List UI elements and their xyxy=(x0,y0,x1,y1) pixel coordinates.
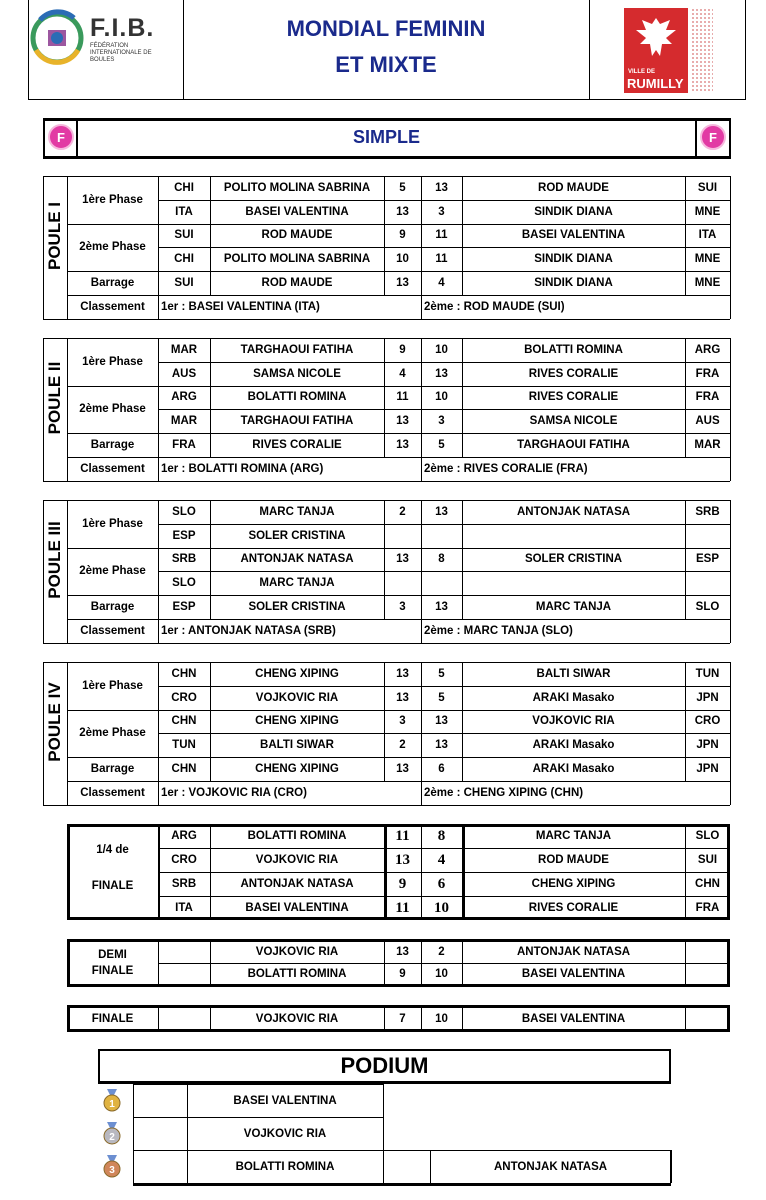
player-name: CHENG XIPING xyxy=(255,715,339,728)
score: 13 xyxy=(396,277,409,290)
country-code: SLO xyxy=(172,505,196,518)
score: 13 xyxy=(396,763,409,776)
player-name: POLITO MOLINA SABRINA xyxy=(223,181,371,194)
score: 10 xyxy=(435,391,448,404)
quarter-label: FINALE xyxy=(91,880,134,892)
score: 6 xyxy=(438,763,445,776)
country-code: SRB xyxy=(171,553,197,566)
player-name: BOLATTI ROMINA xyxy=(524,343,623,356)
score: 13 xyxy=(396,415,409,428)
player-name: ROD MAUDE xyxy=(538,854,609,866)
country-code: JPN xyxy=(696,739,719,752)
poule-label: POULE II xyxy=(45,361,64,434)
rumilly-logo-name: RUMILLY xyxy=(627,76,684,91)
score: 11 xyxy=(395,827,410,844)
country-code: CHN xyxy=(171,667,197,680)
score: 10 xyxy=(396,253,409,266)
country-code: SUI xyxy=(174,277,194,290)
phase-label: Barrage xyxy=(90,601,135,614)
final-label: FINALE xyxy=(91,1012,134,1025)
country-code: CHI xyxy=(174,253,194,266)
score: 6 xyxy=(437,875,446,892)
page-title-line2: ET MIXTE xyxy=(335,52,437,77)
player-name: ROD MAUDE xyxy=(261,277,333,290)
player-name: VOJKOVIC RIA xyxy=(255,946,339,958)
player-name: BASEI VALENTINA xyxy=(245,205,349,218)
country-code: SLO xyxy=(695,830,720,842)
country-code: ITA xyxy=(698,229,717,242)
country-code: SLO xyxy=(695,601,720,614)
player-name: RIVES CORALIE xyxy=(528,391,619,404)
podium-title: PODIUM xyxy=(340,1053,429,1078)
classement-second: 2ème : MARC TANJA (SLO) xyxy=(424,624,573,637)
score: 10 xyxy=(435,968,448,980)
score: 9 xyxy=(398,875,407,892)
score: 3 xyxy=(399,715,406,728)
player-name: BALTI SIWAR xyxy=(536,667,611,680)
player-name: ANTONJAK NATASA xyxy=(240,878,354,890)
country-code: ESP xyxy=(695,553,719,566)
score: 13 xyxy=(435,739,448,752)
score: 13 xyxy=(395,851,410,868)
podium-name: BASEI VALENTINA xyxy=(233,1094,337,1107)
country-code: CRO xyxy=(171,854,197,866)
phase-label: Barrage xyxy=(90,277,135,290)
score: 11 xyxy=(396,391,409,404)
country-code: SRB xyxy=(695,505,720,518)
country-code: SRB xyxy=(171,878,197,890)
score: 8 xyxy=(437,827,446,844)
player-name: TARGHAOUI FATIHA xyxy=(240,415,354,428)
score: 11 xyxy=(395,899,410,916)
score: 10 xyxy=(435,1012,448,1025)
classement-label: Classement xyxy=(80,462,145,475)
score: 9 xyxy=(399,229,406,242)
classement-second: 2ème : RIVES CORALIE (FRA) xyxy=(424,462,588,475)
country-code: MNE xyxy=(694,253,721,266)
country-code: JPN xyxy=(696,691,719,704)
phase-label: 1ère Phase xyxy=(82,355,143,368)
country-code: CHI xyxy=(174,181,194,194)
country-code: TUN xyxy=(695,667,720,680)
medal-3-icon xyxy=(102,1155,122,1177)
player-name: ANTONJAK NATASA xyxy=(516,946,631,958)
player-name: VOJKOVIC RIA xyxy=(255,691,339,704)
player-name: TARGHAOUI FATIHA xyxy=(240,343,354,356)
country-code: FRA xyxy=(172,439,196,452)
player-name: BALTI SIWAR xyxy=(260,739,334,752)
player-name: SOLER CRISTINA xyxy=(248,601,346,614)
player-name: MARC TANJA xyxy=(259,505,335,518)
country-code: ARG xyxy=(171,391,197,404)
score: 13 xyxy=(396,553,409,566)
score: 5 xyxy=(438,439,445,452)
score: 11 xyxy=(435,253,448,266)
score: 13 xyxy=(396,691,409,704)
poule-label: POULE IV xyxy=(45,681,64,762)
score: 13 xyxy=(435,715,448,728)
player-name: RIVES CORALIE xyxy=(528,367,619,380)
player-name: VOJKOVIC RIA xyxy=(255,854,339,866)
score: 13 xyxy=(396,946,409,958)
country-code: MAR xyxy=(170,343,198,356)
country-code: SLO xyxy=(172,577,196,590)
country-code: AUS xyxy=(695,415,720,428)
score: 10 xyxy=(434,899,449,916)
score: 9 xyxy=(399,968,406,980)
player-name: BASEI VALENTINA xyxy=(521,229,626,242)
country-code: MNE xyxy=(694,277,721,290)
player-name: SINDIK DIANA xyxy=(534,277,613,290)
player-name: ARAKI Masako xyxy=(532,739,615,752)
player-name: CHENG XIPING xyxy=(255,763,339,776)
score: 13 xyxy=(396,205,409,218)
player-name: SINDIK DIANA xyxy=(534,205,613,218)
score: 5 xyxy=(438,691,445,704)
country-code: ITA xyxy=(175,205,193,218)
score: 3 xyxy=(438,415,445,428)
podium-name: BOLATTI ROMINA xyxy=(235,1160,335,1173)
player-name: BOLATTI ROMINA xyxy=(247,968,347,980)
country-code: MNE xyxy=(694,205,721,218)
country-code: FRA xyxy=(695,902,720,914)
player-name: BASEI VALENTINA xyxy=(245,902,349,914)
score: 4 xyxy=(399,367,406,380)
country-code: MAR xyxy=(694,439,721,452)
score: 13 xyxy=(435,505,448,518)
player-name: MARC TANJA xyxy=(535,830,612,842)
player-name: SINDIK DIANA xyxy=(534,253,613,266)
phase-label: 2ème Phase xyxy=(79,565,146,578)
country-code: CRO xyxy=(171,691,197,704)
country-code: ITA xyxy=(175,902,193,914)
player-name: ARAKI Masako xyxy=(532,763,615,776)
fib-logo-subtext: FÉDÉRATION INTERNATIONALE DE BOULES xyxy=(90,43,152,63)
score: 13 xyxy=(396,667,409,680)
score: 2 xyxy=(438,946,445,958)
classement-first: 1er : VOJKOVIC RIA (CRO) xyxy=(161,786,307,799)
simple-title: SIMPLE xyxy=(352,127,420,147)
classement-label: Classement xyxy=(80,300,145,313)
country-code: SUI xyxy=(174,229,194,242)
player-name: POLITO MOLINA SABRINA xyxy=(223,253,371,266)
phase-label: 2ème Phase xyxy=(79,241,146,254)
medal-2-icon xyxy=(102,1122,122,1144)
player-name: SAMSA NICOLE xyxy=(253,367,341,380)
score: 2 xyxy=(399,505,406,518)
classement-first: 1er : ANTONJAK NATASA (SRB) xyxy=(161,624,336,637)
semi-label: DEMI xyxy=(98,949,127,961)
player-name: RIVES CORALIE xyxy=(528,902,619,914)
player-name: ARAKI Masako xyxy=(532,691,615,704)
score: 9 xyxy=(399,343,406,356)
classement-label: Classement xyxy=(80,624,145,637)
player-name: SOLER CRISTINA xyxy=(524,553,623,566)
player-name: SOLER CRISTINA xyxy=(248,529,346,542)
score: 13 xyxy=(435,601,448,614)
country-code: ARG xyxy=(694,343,721,356)
score: 5 xyxy=(399,181,406,194)
fib-logo-text: F.I.B. xyxy=(90,14,155,42)
country-code: CRO xyxy=(694,715,721,728)
svg-text:3: 3 xyxy=(109,1165,115,1176)
score: 8 xyxy=(438,553,445,566)
simple-badge-right: F xyxy=(700,124,726,150)
phase-label: 2ème Phase xyxy=(79,403,146,416)
player-name: CHENG XIPING xyxy=(255,667,339,680)
classement-second: 2ème : CHENG XIPING (CHN) xyxy=(424,786,584,799)
score: 3 xyxy=(438,205,445,218)
player-name: TARGHAOUI FATIHA xyxy=(517,439,630,452)
score: 7 xyxy=(399,1012,406,1025)
phase-label: 1ère Phase xyxy=(82,517,143,530)
score: 13 xyxy=(435,181,448,194)
country-code: FRA xyxy=(695,367,720,380)
country-code: MAR xyxy=(170,415,198,428)
poule-label: POULE I xyxy=(45,201,64,270)
player-name: RIVES CORALIE xyxy=(252,439,342,452)
player-name: VOJKOVIC RIA xyxy=(255,1012,339,1025)
country-code: JPN xyxy=(696,763,719,776)
phase-label: 1ère Phase xyxy=(82,679,143,692)
classement-label: Classement xyxy=(80,786,145,799)
simple-badge-left: F xyxy=(48,124,74,150)
player-name: SAMSA NICOLE xyxy=(529,415,618,428)
semi-label: FINALE xyxy=(91,965,134,977)
podium-name: VOJKOVIC RIA xyxy=(243,1127,327,1140)
country-code: ARG xyxy=(171,830,197,842)
country-code: CHN xyxy=(171,763,197,776)
rumilly-logo-top: VILLE DE xyxy=(628,69,656,75)
country-code: CHN xyxy=(171,715,197,728)
player-name: MARC TANJA xyxy=(535,601,612,614)
country-code: ESP xyxy=(172,529,196,542)
player-name: ROD MAUDE xyxy=(538,181,609,194)
player-name: CHENG XIPING xyxy=(531,878,616,890)
player-name: BASEI VALENTINA xyxy=(521,1012,626,1025)
podium-name: ANTONJAK NATASA xyxy=(493,1160,608,1173)
score: 4 xyxy=(438,277,445,290)
player-name: ANTONJAK NATASA xyxy=(240,553,354,566)
svg-text:1: 1 xyxy=(109,1099,115,1110)
svg-text:2: 2 xyxy=(109,1132,115,1143)
classement-first: 1er : BOLATTI ROMINA (ARG) xyxy=(161,462,324,475)
score: 4 xyxy=(437,851,446,868)
player-name: MARC TANJA xyxy=(259,577,335,590)
country-code: ESP xyxy=(172,601,196,614)
score: 2 xyxy=(399,739,406,752)
player-name: BOLATTI ROMINA xyxy=(247,830,347,842)
phase-label: Barrage xyxy=(90,763,135,776)
player-name: ANTONJAK NATASA xyxy=(516,505,631,518)
page-title-line1: MONDIAL FEMININ xyxy=(286,16,486,41)
score: 5 xyxy=(438,667,445,680)
score: 10 xyxy=(435,343,448,356)
country-code: AUS xyxy=(171,367,197,380)
phase-label: 1ère Phase xyxy=(82,193,143,206)
country-code: FRA xyxy=(695,391,720,404)
country-code: SUI xyxy=(697,854,718,866)
score: 13 xyxy=(396,439,409,452)
phase-label: Barrage xyxy=(90,439,135,452)
country-code: CHN xyxy=(695,878,720,890)
country-code: SUI xyxy=(697,181,718,194)
medal-1-icon xyxy=(102,1089,122,1111)
quarter-label: 1/4 de xyxy=(96,844,129,856)
player-name: ROD MAUDE xyxy=(261,229,333,242)
country-code: TUN xyxy=(172,739,196,752)
player-name: VOJKOVIC RIA xyxy=(532,715,615,728)
score: 13 xyxy=(435,367,448,380)
poule-label: POULE III xyxy=(45,520,64,599)
classement-first: 1er : BASEI VALENTINA (ITA) xyxy=(161,300,320,313)
phase-label: 2ème Phase xyxy=(79,727,146,740)
score: 11 xyxy=(435,229,448,242)
player-name: BOLATTI ROMINA xyxy=(247,391,347,404)
player-name: BASEI VALENTINA xyxy=(521,968,626,980)
score: 3 xyxy=(399,601,406,614)
classement-second: 2ème : ROD MAUDE (SUI) xyxy=(424,300,565,313)
